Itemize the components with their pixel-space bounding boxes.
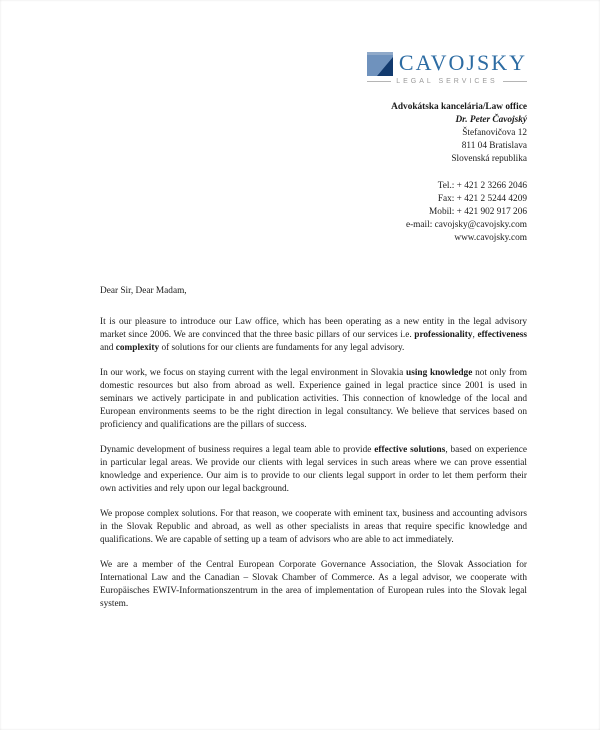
body-text: It is our pleasure to introduce our Law office, which has been operating as a new entity in the legal advisory market since 2006. We are convinced that the three basic pillars of our services i.e. (100, 317, 527, 340)
website-line: www.cavojsky.com (454, 233, 527, 243)
street-line: Štefanovičova 12 (462, 128, 527, 138)
bold-text: professionality (414, 330, 473, 340)
body-text: We propose complex solutions. For that reason, we cooperate with eminent tax, business and accounting advisors in the Slovak Republic and abroad, as well as other specialists in areas that require specific knowledge and qualifications. We are capable of setting up a team of advisors who are able to act immediately. (100, 509, 527, 545)
tel-line: Tel.: + 421 2 3266 2046 (437, 181, 527, 191)
paragraph (100, 508, 527, 547)
country-line: Slovenská republika (451, 154, 527, 164)
logo-rule-right (503, 81, 527, 82)
bold-text: complexity (115, 343, 160, 353)
body-text: of solutions for our clients are fundaments for any legal advisory. (159, 343, 405, 353)
bold-text: using knowledge (406, 368, 473, 378)
logo-rule-left (367, 81, 391, 82)
logo-text: CAVOJSKY (398, 50, 527, 75)
city-line: 811 04 Bratislava (461, 141, 527, 151)
attorney-name: Dr. Peter Čavojský (455, 115, 527, 125)
body-text: , (472, 330, 478, 340)
letter-body (100, 316, 527, 611)
contact-block (100, 180, 527, 245)
letterhead (100, 50, 527, 245)
body-text: not only from domestic resources but also from abroad as well. Experience gained in legal practice since 2001 is used in seminars we actively participate in and publication activities. This connection of knowledge of the local and European environments seems to be the right direction in legal consultancy. We believe that services based on proficiency and qualifications are the pillars of success. (100, 368, 528, 430)
office-line: Advokátska kancelária/Law office (391, 102, 527, 112)
bold-text: effective solutions (374, 445, 446, 455)
body-text: and (100, 343, 116, 353)
logo-subtitle-row (367, 78, 527, 85)
paragraph (100, 559, 527, 611)
paragraph (100, 367, 527, 432)
body-text: Dynamic development of business requires a legal team able to provide (100, 445, 375, 455)
mobil-line: Mobil: + 421 902 917 206 (429, 207, 527, 217)
fax-line: Fax: + 421 2 5244 4209 (437, 194, 527, 204)
logo-icon (367, 50, 393, 76)
bold-text: effectiveness (477, 330, 527, 340)
logo-subtitle: LEGAL SERVICES (396, 78, 498, 85)
body-text: We are a member of the Central European Corporate Governance Association, the Slovak Association for International Law and the Canadian – Slovak Chamber of Commerce. As a legal advisor, we cooperate with Europäisches EWIV-Informationszentrum in the area of implementation of European rules into the Slovak legal system. (100, 560, 527, 609)
email-line: e-mail: cavojsky@cavojsky.com (405, 220, 527, 230)
salutation: Dear Sir, Dear Madam, (100, 286, 187, 296)
logo-row (367, 50, 527, 76)
body-text: , based on experience in particular legal areas. We provide our clients with legal services in such areas where we can prove essential knowledge and experience. Our aim is to provide to our clients legal support in order to let them perform their own activities and rely upon our legal background. (100, 445, 527, 494)
paragraph (100, 316, 527, 355)
paragraph (100, 444, 527, 496)
body-text: In our work, we focus on staying current with the legal environment in Slovakia (100, 368, 407, 378)
logo (367, 50, 527, 85)
address-block (100, 101, 527, 166)
